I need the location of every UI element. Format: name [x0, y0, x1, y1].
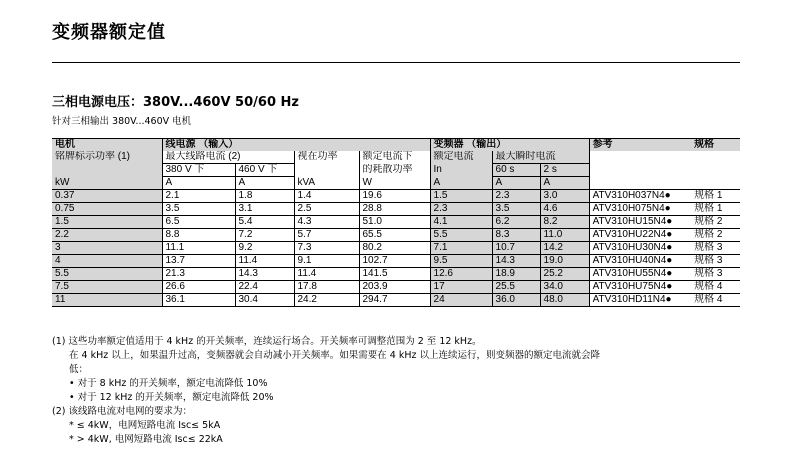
- note-2: (2) 该线路电流对电网的要求为：: [52, 406, 192, 417]
- cell-a380: 26.6: [162, 281, 235, 294]
- header-motor: 电机: [52, 139, 162, 152]
- note-1-cont-2: 低：: [69, 364, 89, 375]
- cell-a460: 1.8: [235, 190, 294, 203]
- cell-in: 24: [430, 294, 492, 307]
- header-460v: 460 V 下: [235, 164, 294, 177]
- cell-ref: ATV310HU22N4●: [589, 229, 691, 242]
- table-row: [52, 242, 740, 255]
- cell-kva: 17.8: [294, 281, 359, 294]
- cell-a2: 11.0: [540, 229, 589, 242]
- cell-a380: 36.1: [162, 294, 235, 307]
- units-row: [52, 177, 740, 190]
- cell-a2: 3.0: [540, 190, 589, 203]
- header-rated-current: 额定电流: [430, 151, 492, 164]
- header-size: 规格: [691, 139, 740, 152]
- cell-kw: 1.5: [52, 216, 162, 229]
- cell-size: 规格 1: [691, 203, 740, 216]
- unit-cell: kVA: [294, 177, 359, 190]
- cell-size: 规格 3: [691, 255, 740, 268]
- cell-kva: 4.3: [294, 216, 359, 229]
- cell-size: 规格 4: [691, 294, 740, 307]
- cell-a460: 11.4: [235, 255, 294, 268]
- cell-a60: 8.3: [492, 229, 540, 242]
- cell-w: 203.9: [359, 281, 430, 294]
- cell-in: 17: [430, 281, 492, 294]
- cell-ref: ATV310HU55N4●: [589, 268, 691, 281]
- cell-ref: ATV310HU15N4●: [589, 216, 691, 229]
- cell-a2: 4.6: [540, 203, 589, 216]
- cell-in: 4.1: [430, 216, 492, 229]
- cell-in: 12.6: [430, 268, 492, 281]
- cell-ref: ATV310HU75N4●: [589, 281, 691, 294]
- cell-kw: 0.37: [52, 190, 162, 203]
- cell-in: 2.3: [430, 203, 492, 216]
- cell-kva: 2.5: [294, 203, 359, 216]
- cell-w: 102.7: [359, 255, 430, 268]
- cell-ref: ATV310HD11N4●: [589, 294, 691, 307]
- cell-kw: 2.2: [52, 229, 162, 242]
- table-subheader-row-2: [52, 164, 740, 177]
- footnotes: [52, 335, 600, 447]
- cell-a380: 13.7: [162, 255, 235, 268]
- cell-size: 规格 4: [691, 281, 740, 294]
- section-heading: 三相电源电压：380V...460V 50/60 Hz: [52, 95, 299, 110]
- cell-kw: 5.5: [52, 268, 162, 281]
- cell-a460: 9.2: [235, 242, 294, 255]
- header-dissipated-2: 的耗散功率: [359, 164, 430, 177]
- table-row: [52, 203, 740, 216]
- cell-in: 9.5: [430, 255, 492, 268]
- cell-a60: 18.9: [492, 268, 540, 281]
- cell-a460: 30.4: [235, 294, 294, 307]
- cell-a460: 5.4: [235, 216, 294, 229]
- cell-in: 1.5: [430, 190, 492, 203]
- cell-kva: 11.4: [294, 268, 359, 281]
- header-dissipated-1: 额定电流下: [359, 151, 430, 164]
- cell-a460: 22.4: [235, 281, 294, 294]
- cell-a60: 14.3: [492, 255, 540, 268]
- note-2-item-2: * > 4kW, 电网短路电流 Isc≤ 22kA: [69, 434, 223, 445]
- cell-in: 5.5: [430, 229, 492, 242]
- unit-cell: kW: [52, 177, 162, 190]
- cell-a460: 14.3: [235, 268, 294, 281]
- cell-ref: ATV310HU30N4●: [589, 242, 691, 255]
- header-rated-power: 铭牌标示功率 (1): [52, 151, 162, 164]
- table-row: [52, 229, 740, 242]
- header-max-transient: 最大瞬时电流: [492, 151, 589, 164]
- header-reference: 参考: [589, 139, 691, 152]
- cell-ref: ATV310HU40N4●: [589, 255, 691, 268]
- cell-a380: 11.1: [162, 242, 235, 255]
- header-60s: 60 s: [492, 164, 540, 177]
- cell-a2: 8.2: [540, 216, 589, 229]
- cell-ref: ATV310H037N4●: [589, 190, 691, 203]
- cell-kva: 9.1: [294, 255, 359, 268]
- header-line-supply: 线电源 （输入）: [162, 139, 430, 152]
- cell-w: 28.8: [359, 203, 430, 216]
- cell-kw: 3: [52, 242, 162, 255]
- cell-kva: 7.3: [294, 242, 359, 255]
- header-max-line-current: 最大线路电流 (2): [162, 151, 294, 164]
- cell-kw: 4: [52, 255, 162, 268]
- cell-size: 规格 1: [691, 190, 740, 203]
- note-2-item-1: * ≤ 4kW，电网短路电流 Isc≤ 5kA: [69, 420, 221, 431]
- unit-cell: A: [162, 177, 235, 190]
- title-divider: [52, 62, 740, 63]
- cell-a460: 7.2: [235, 229, 294, 242]
- unit-cell: A: [430, 177, 492, 190]
- table-subheader-row: [52, 151, 740, 164]
- table-row: [52, 255, 740, 268]
- cell-a2: 25.2: [540, 268, 589, 281]
- cell-a60: 2.3: [492, 190, 540, 203]
- cell-ref: ATV310H075N4●: [589, 203, 691, 216]
- note-bullet-12khz: • 对于 12 kHz 的开关频率，额定电流降低 20%: [69, 392, 274, 403]
- cell-a60: 25.5: [492, 281, 540, 294]
- cell-a2: 34.0: [540, 281, 589, 294]
- cell-a380: 6.5: [162, 216, 235, 229]
- page-title: 变频器额定值: [52, 22, 166, 43]
- cell-a60: 3.5: [492, 203, 540, 216]
- cell-w: 65.5: [359, 229, 430, 242]
- cell-kva: 1.4: [294, 190, 359, 203]
- header-380v: 380 V 下: [162, 164, 235, 177]
- unit-cell: A: [235, 177, 294, 190]
- header-apparent-power: 视在功率: [294, 151, 359, 164]
- cell-w: 141.5: [359, 268, 430, 281]
- header-in: In: [430, 164, 492, 177]
- cell-a60: 36.0: [492, 294, 540, 307]
- cell-kva: 24.2: [294, 294, 359, 307]
- cell-kw: 7.5: [52, 281, 162, 294]
- cell-w: 294.7: [359, 294, 430, 307]
- cell-a2: 48.0: [540, 294, 589, 307]
- unit-cell: A: [492, 177, 540, 190]
- cell-kva: 5.7: [294, 229, 359, 242]
- table-row: [52, 294, 740, 307]
- cell-w: 80.2: [359, 242, 430, 255]
- cell-size: 规格 3: [691, 242, 740, 255]
- note-1: (1) 这些功率额定值适用于 4 kHz 的开关频率，连续运行场合。开关频率可调整范围为 2 至 12 kHz。: [52, 336, 482, 347]
- cell-kw: 11: [52, 294, 162, 307]
- note-1-cont: 在 4 kHz 以上，如果温升过高，变频器就会自动减小开关频率。如果需要在 4 kHz 以上连续运行，则变频器的额定电流就会降: [69, 350, 600, 361]
- note-bullet-8khz: • 对于 8 kHz 的开关频率，额定电流降低 10%: [69, 378, 268, 389]
- cell-in: 7.1: [430, 242, 492, 255]
- cell-a380: 21.3: [162, 268, 235, 281]
- table-header-row: [52, 139, 740, 152]
- cell-a380: 8.8: [162, 229, 235, 242]
- cell-kw: 0.75: [52, 203, 162, 216]
- cell-a380: 2.1: [162, 190, 235, 203]
- cell-a2: 19.0: [540, 255, 589, 268]
- cell-a380: 3.5: [162, 203, 235, 216]
- cell-a2: 14.2: [540, 242, 589, 255]
- cell-w: 51.0: [359, 216, 430, 229]
- cell-a460: 3.1: [235, 203, 294, 216]
- unit-cell: A: [540, 177, 589, 190]
- cell-size: 规格 2: [691, 229, 740, 242]
- cell-size: 规格 2: [691, 216, 740, 229]
- cell-a60: 6.2: [492, 216, 540, 229]
- cell-size: 规格 3: [691, 268, 740, 281]
- header-2s: 2 s: [540, 164, 589, 177]
- unit-cell: W: [359, 177, 430, 190]
- header-drive-output: 变频器 （输出）: [430, 139, 589, 152]
- cell-w: 19.6: [359, 190, 430, 203]
- section-subtitle: 针对三相输出 380V...460V 电机: [52, 116, 192, 127]
- table-row: [52, 268, 740, 281]
- table-row: [52, 281, 740, 294]
- table-row: [52, 216, 740, 229]
- rating-table: [52, 138, 740, 307]
- table-row: [52, 190, 740, 203]
- cell-a60: 10.7: [492, 242, 540, 255]
